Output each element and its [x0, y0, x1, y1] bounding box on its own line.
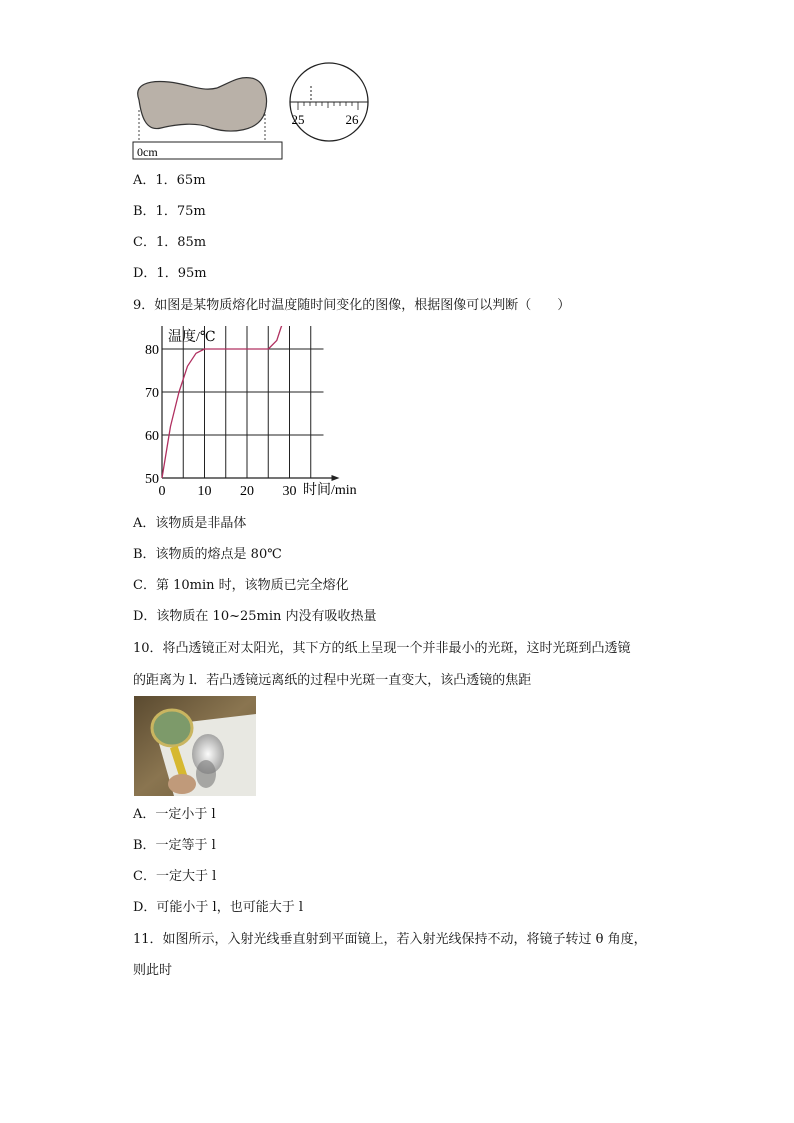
q10-stem-line1: 10．将凸透镜正对太阳光，其下方的纸上呈现一个并非最小的光斑，这时光斑到凸透镜: [133, 641, 631, 656]
q10-stem-line2: 的距离为 l．若凸透镜远离纸的过程中光斑一直变大，该凸透镜的焦距: [133, 673, 532, 688]
x-axis-arrow: [332, 475, 340, 481]
footprint-shape: [138, 78, 267, 131]
magnifier-photo: [134, 696, 256, 800]
magnifier-tick-25: 25: [291, 112, 305, 127]
y-tick-label: 70: [145, 386, 159, 401]
q9-option-c: C．第 10min 时，该物质已完全熔化: [133, 578, 349, 593]
chart-svg: [138, 326, 378, 501]
ruler-zero-label: 0cm: [137, 145, 158, 159]
y-axis-label: 温度/℃: [168, 330, 216, 345]
x-axis-label: 时间/min: [303, 483, 357, 498]
lens-icon: [152, 710, 192, 746]
y-tick-label: 60: [145, 429, 159, 444]
x-tick-label: 20: [240, 484, 254, 499]
x-tick-label: 0: [158, 484, 166, 499]
q11-stem-line1: 11．如图所示，入射光线垂直射到平面镜上，若入射光线保持不动，将镜子转过 θ 角度，: [133, 932, 647, 947]
q11-stem-line2: 则此时: [133, 963, 173, 978]
q9-option-a: A．该物质是非晶体: [133, 516, 247, 531]
melting-curve-chart: [138, 326, 378, 505]
hand: [168, 774, 196, 794]
x-tick-label: 30: [282, 484, 297, 499]
q8-option-c: C．1．85m: [133, 235, 207, 250]
q10-option-d: D．可能小于 l，也可能大于 l: [133, 900, 304, 915]
q8-option-d: D．1．95m: [133, 266, 207, 281]
q9-option-d: D．该物质在 10~25min 内没有吸收热量: [133, 609, 377, 624]
magnifier-tick-26: 26: [345, 112, 359, 127]
q8-option-b: B．1．75m: [133, 204, 206, 219]
y-tick-label: 80: [145, 343, 159, 358]
y-tick-label: 50: [145, 472, 159, 487]
q10-option-a: A．一定小于 l: [133, 807, 216, 822]
q9-option-b: B．该物质的熔点是 80℃: [133, 547, 282, 562]
q9-stem: 9．如图是某物质熔化时温度随时间变化的图像，根据图像可以判断（ ）: [133, 298, 571, 313]
q10-option-c: C．一定大于 l: [133, 869, 217, 884]
q10-option-b: B．一定等于 l: [133, 838, 216, 853]
q8-option-a: A．1．65m: [133, 173, 206, 188]
footprint-ruler-figure: [131, 62, 371, 166]
x-tick-label: 10: [197, 484, 212, 499]
